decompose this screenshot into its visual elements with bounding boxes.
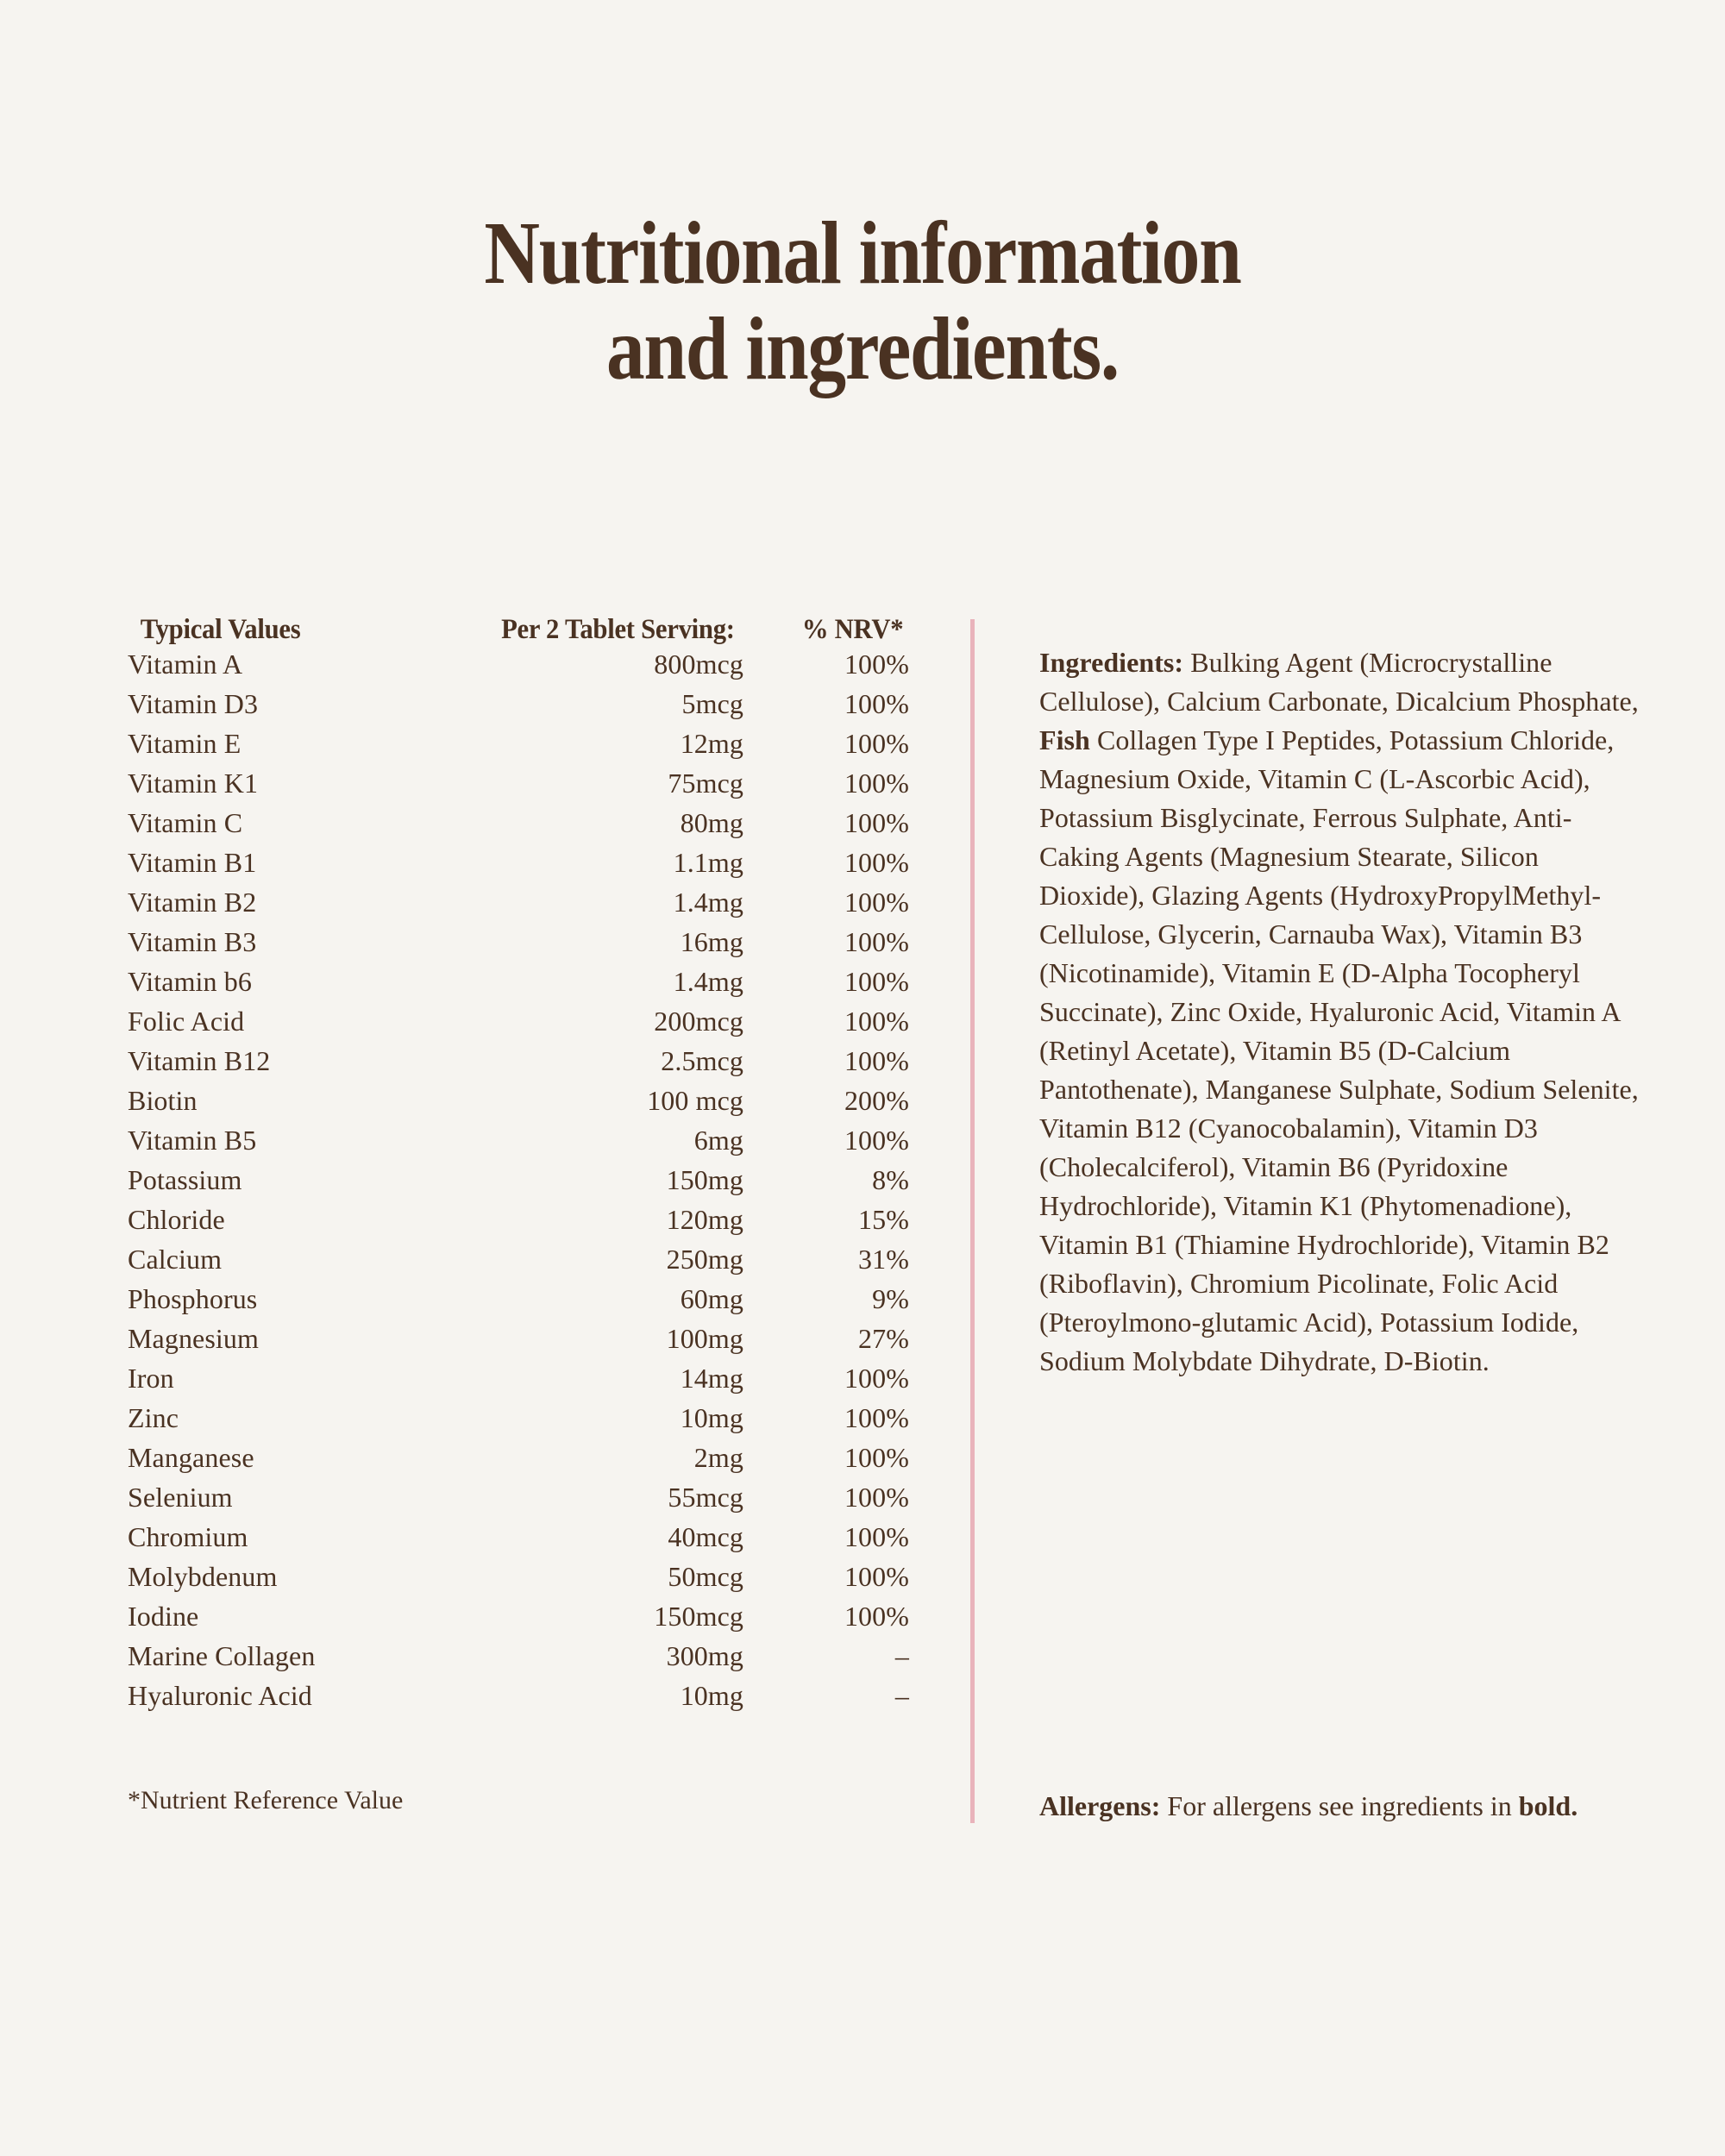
row-nrv-percent: 100%: [844, 887, 909, 918]
table-row: [128, 1239, 909, 1279]
row-nrv-percent: 100%: [844, 1561, 909, 1592]
row-amount-per-serving: 14mg: [680, 1363, 743, 1394]
row-amount-per-serving: 6mg: [693, 1125, 743, 1156]
row-nrv-percent: –: [894, 1640, 909, 1671]
header-nrv: % NRV*: [801, 614, 904, 645]
row-amount-per-serving: 1.4mg: [673, 887, 743, 918]
row-amount-per-serving: 1.4mg: [673, 966, 743, 997]
row-nrv-percent: –: [894, 1680, 909, 1711]
row-nutrient-name: Biotin: [128, 1085, 198, 1116]
allergens-bold-word: bold.: [1518, 1790, 1578, 1821]
row-amount-per-serving: 50mcg: [668, 1561, 743, 1592]
ingredients-text-part-2: Collagen Type I Peptides, Potassium Chloride, Magnesium Oxide, Vitamin C (L-Ascorbic Acid), Potassium Bisglycinate, Ferrous Sulphate, Anti-Caking Agents (Magnesium Stearate, Silicon Dioxide), Glazing Agents (HydroxyPropylMethyl-Cellulose, Glycerin, Carnauba Wax), Vitamin B3 (Nicotinamide), Vitamin E (D-Alpha Tocopheryl Succinate), Zinc Oxide, Hyaluronic Acid, Vitamin A (Retinyl Acetate), Vitamin B5 (D-Calcium Pantothenate), Manganese Sulphate, Sodium Selenite, Vitamin B12 (Cyanocobalamin), Vitamin D3 (Cholecalciferol), Vitamin B6 (Pyridoxine Hydrochloride), Vitamin K1 (Phytomenadione), Vitamin B1 (Thiamine Hydrochloride), Vitamin B2 (Riboflavin), Chromium Picolinate, Folic Acid (Pteroylmono-glutamic Acid), Potassium Iodide, Sodium Molybdate Dihydrate, D-Biotin.: [1039, 724, 1639, 1376]
row-nrv-percent: 100%: [844, 1402, 909, 1433]
table-header-row: [128, 616, 909, 644]
table-row: [128, 1120, 909, 1160]
table-row: [128, 962, 909, 1001]
row-nrv-percent: 100%: [844, 649, 909, 680]
table-row: [128, 684, 909, 724]
row-nutrient-name: Vitamin B5: [128, 1125, 257, 1156]
nrv-footnote: *Nutrient Reference Value: [128, 1786, 404, 1814]
row-amount-per-serving: 12mg: [680, 728, 743, 759]
row-amount-per-serving: 10mg: [680, 1402, 743, 1433]
row-nutrient-name: Vitamin C: [128, 807, 243, 838]
row-nrv-percent: 100%: [844, 1006, 909, 1037]
row-nutrient-name: Marine Collagen: [128, 1640, 316, 1671]
row-amount-per-serving: 16mg: [680, 926, 743, 957]
table-header: [128, 616, 909, 644]
row-nrv-percent: 100%: [844, 1601, 909, 1632]
row-nutrient-name: Vitamin B3: [128, 926, 257, 957]
row-nutrient-name: Selenium: [128, 1482, 233, 1513]
table-row: [128, 1438, 909, 1477]
page-title: [121, 205, 1604, 398]
table-row: [128, 1477, 909, 1517]
nutrition-table-section: [128, 616, 909, 1715]
ingredients-allergen-fish: Fish: [1039, 724, 1090, 755]
row-amount-per-serving: 2mg: [693, 1442, 743, 1473]
table-row: [128, 1160, 909, 1200]
table-row: [128, 1081, 909, 1120]
table-row: [128, 1557, 909, 1596]
row-nrv-percent: 100%: [844, 1521, 909, 1552]
table-row: [128, 1319, 909, 1358]
row-nrv-percent: 100%: [844, 847, 909, 878]
table-row: [128, 1041, 909, 1081]
row-nutrient-name: Vitamin B1: [128, 847, 257, 878]
row-nrv-percent: 31%: [858, 1244, 909, 1275]
row-amount-per-serving: 5mcg: [681, 688, 743, 719]
allergens-label: Allergens:: [1039, 1790, 1161, 1821]
row-nutrient-name: Vitamin b6: [128, 966, 252, 997]
row-nutrient-name: Chloride: [128, 1204, 225, 1235]
allergens-paragraph: [1039, 1787, 1643, 1826]
ingredients-text-part-1: Bulking Agent (Microcrystalline Cellulose), Calcium Carbonate, Dicalcium Phosphate,: [1039, 647, 1639, 717]
row-nutrient-name: Molybdenum: [128, 1561, 278, 1592]
table-row: [128, 1596, 909, 1636]
table-row: [128, 644, 909, 684]
row-nrv-percent: 100%: [844, 728, 909, 759]
row-nutrient-name: Vitamin D3: [128, 688, 259, 719]
row-nrv-percent: 27%: [858, 1323, 909, 1354]
row-nutrient-name: Hyaluronic Acid: [128, 1680, 312, 1711]
row-amount-per-serving: 55mcg: [668, 1482, 743, 1513]
row-nrv-percent: 100%: [844, 926, 909, 957]
header-typical-values: Typical Values: [140, 614, 301, 645]
ingredients-paragraph: [1039, 643, 1643, 1381]
row-nutrient-name: Vitamin K1: [128, 768, 259, 799]
row-nutrient-name: Phosphorus: [128, 1283, 258, 1314]
row-amount-per-serving: 150mcg: [654, 1601, 743, 1632]
row-amount-per-serving: 250mg: [666, 1244, 743, 1275]
nutrition-table: [128, 616, 909, 1715]
ingredients-label: Ingredients:: [1039, 647, 1184, 678]
table-row: [128, 1517, 909, 1557]
row-amount-per-serving: 120mg: [666, 1204, 743, 1235]
row-nutrient-name: Iodine: [128, 1601, 199, 1632]
row-amount-per-serving: 100 mcg: [647, 1085, 743, 1116]
row-nutrient-name: Manganese: [128, 1442, 254, 1473]
row-amount-per-serving: 200mcg: [654, 1006, 743, 1037]
row-amount-per-serving: 2.5mcg: [661, 1045, 743, 1076]
table-row: [128, 1636, 909, 1676]
row-nutrient-name: Vitamin A: [128, 649, 243, 680]
row-amount-per-serving: 150mg: [666, 1164, 743, 1195]
table-row: [128, 763, 909, 803]
row-nrv-percent: 8%: [872, 1164, 909, 1195]
table-row: [128, 803, 909, 843]
row-amount-per-serving: 300mg: [666, 1640, 743, 1671]
allergens-text: For allergens see ingredients in: [1160, 1790, 1519, 1821]
row-nutrient-name: Vitamin E: [128, 728, 242, 759]
row-nutrient-name: Calcium: [128, 1244, 223, 1275]
row-amount-per-serving: 1.1mg: [673, 847, 743, 878]
row-nutrient-name: Vitamin B12: [128, 1045, 271, 1076]
row-nrv-percent: 100%: [844, 1125, 909, 1156]
row-nutrient-name: Potassium: [128, 1164, 242, 1195]
header-per-serving: Per 2 Tablet Serving:: [501, 614, 735, 645]
row-nrv-percent: 100%: [844, 966, 909, 997]
row-nrv-percent: 100%: [844, 1442, 909, 1473]
row-nrv-percent: 100%: [844, 768, 909, 799]
row-nutrient-name: Iron: [128, 1363, 174, 1394]
table-row: [128, 1279, 909, 1319]
allergens-section: [1039, 1759, 1643, 1853]
row-nrv-percent: 100%: [844, 807, 909, 838]
row-nutrient-name: Magnesium: [128, 1323, 259, 1354]
table-row: [128, 1200, 909, 1239]
table-row: [128, 1001, 909, 1041]
table-row: [128, 882, 909, 922]
row-amount-per-serving: 800mcg: [654, 649, 743, 680]
ingredients-section: [1039, 616, 1643, 1408]
row-amount-per-serving: 10mg: [680, 1680, 743, 1711]
page-title-line-1: Nutritional information: [484, 203, 1241, 303]
table-row: [128, 1676, 909, 1715]
row-nrv-percent: 100%: [844, 688, 909, 719]
table-row: [128, 843, 909, 882]
table-row: [128, 922, 909, 962]
row-amount-per-serving: 80mg: [680, 807, 743, 838]
row-nrv-percent: 200%: [844, 1085, 909, 1116]
table-body: [128, 644, 909, 1715]
row-amount-per-serving: 100mg: [666, 1323, 743, 1354]
table-row: [128, 1358, 909, 1398]
row-nutrient-name: Chromium: [128, 1521, 248, 1552]
row-nrv-percent: 100%: [844, 1363, 909, 1394]
row-nrv-percent: 15%: [858, 1204, 909, 1235]
row-nutrient-name: Folic Acid: [128, 1006, 245, 1037]
row-amount-per-serving: 40mcg: [668, 1521, 743, 1552]
row-nutrient-name: Zinc: [128, 1402, 179, 1433]
table-row: [128, 1398, 909, 1438]
row-nrv-percent: 9%: [872, 1283, 909, 1314]
page-title-line-2: and ingredients.: [605, 298, 1119, 398]
row-nrv-percent: 100%: [844, 1482, 909, 1513]
row-nutrient-name: Vitamin B2: [128, 887, 257, 918]
row-amount-per-serving: 75mcg: [668, 768, 743, 799]
vertical-divider: [970, 619, 975, 1823]
row-amount-per-serving: 60mg: [680, 1283, 743, 1314]
row-nrv-percent: 100%: [844, 1045, 909, 1076]
table-row: [128, 724, 909, 763]
